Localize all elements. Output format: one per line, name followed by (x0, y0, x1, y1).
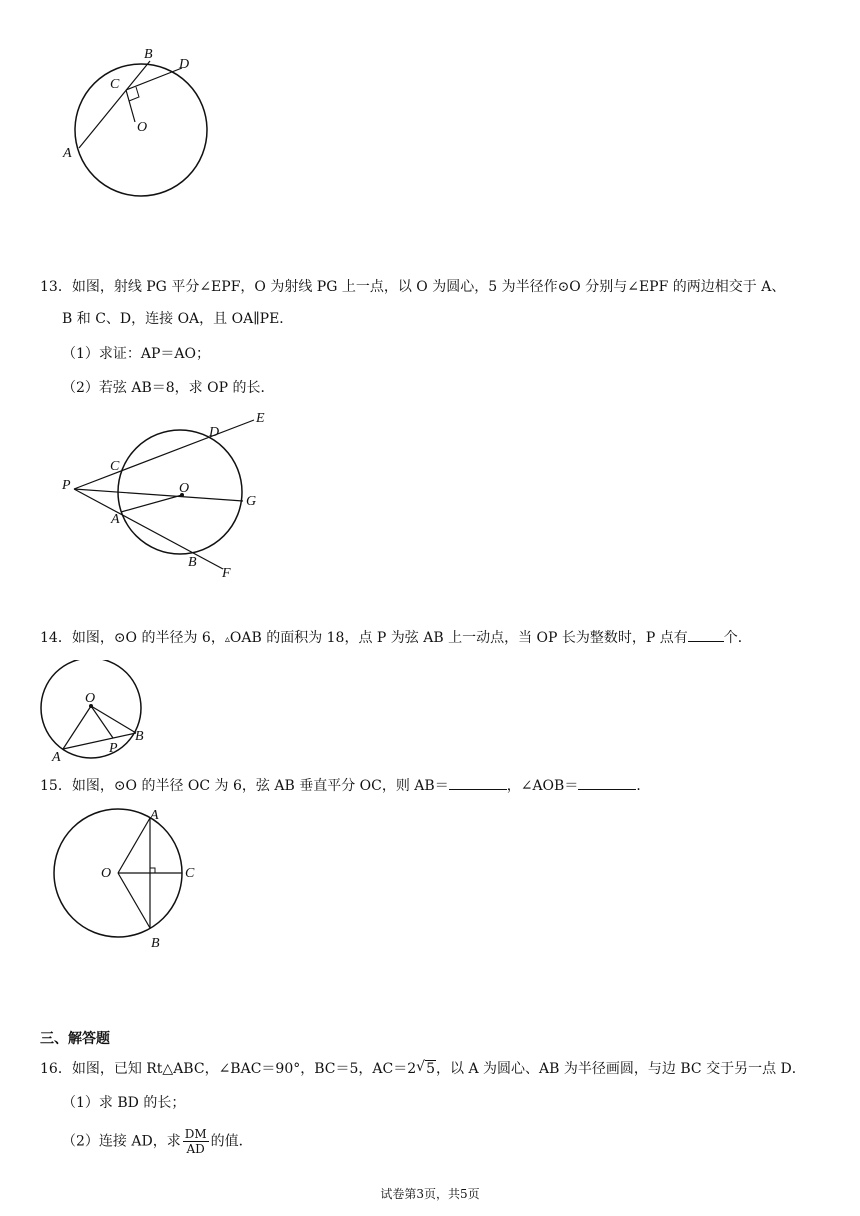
fig12-label-d: D (179, 57, 190, 72)
q16-fraction-numerator: DM (184, 1127, 207, 1141)
q14-text-mid: OAB 的面积为 18，点 P 为弦 AB 上一动点，当 OP 长为整数时，P 点有 (229, 630, 688, 646)
fig15-label-b: B (151, 936, 160, 951)
fig15-segment-oa (118, 818, 150, 873)
figure-q14 (35, 660, 155, 770)
fig15-right-angle (150, 868, 155, 873)
fig13-ray-pf (74, 489, 223, 569)
fig13-label-f: F (222, 566, 231, 581)
q16-sqrt (416, 1059, 436, 1079)
q15-text-after: ． (636, 778, 651, 794)
fig15-label-c: C (185, 866, 195, 881)
q14-answer-blank[interactable] (688, 627, 724, 642)
figure-q13 (55, 405, 285, 585)
q16-text (40, 1059, 806, 1079)
section-3-title: 三、解答题 (40, 1031, 110, 1047)
fig12-label-c: C (110, 77, 120, 92)
page-footer: 试卷第3页，共5页 (380, 1187, 480, 1201)
fig13-label-e: E (256, 411, 265, 426)
q15-angle-blank[interactable] (578, 775, 636, 790)
q13-part2: （2）若弦 AB＝8，求 OP 的长． (62, 380, 275, 396)
fig13-segment-oa (121, 495, 182, 512)
q16-sqrt-radicand: 5 (426, 1061, 436, 1077)
fig15-label-a: A (150, 808, 159, 823)
q13-part1: （1）求证：AP＝AO； (62, 346, 211, 362)
fig13-label-b: B (188, 555, 197, 570)
fig13-label-c: C (110, 459, 120, 474)
fig13-label-a: A (111, 512, 120, 527)
q15-text-before: 15．如图，⊙O 的半径 OC 为 6，弦 AB 垂直平分 OC，则 AB＝ (40, 778, 449, 794)
q15-text (40, 775, 650, 796)
fig13-label-p: P (62, 478, 71, 493)
fig12-segment-oc (126, 90, 135, 122)
q16-part2-before: （2）连接 AD，求 (62, 1133, 181, 1150)
fig14-segment-oa (63, 706, 91, 749)
q13-line1: 13．如图，射线 PG 平分∠EPF，O 为射线 PG 上一点，以 O 为圆心，5 为半径作⊙O 分别与∠EPF 的两边相交于 A、 (40, 279, 786, 295)
fig12-label-a: A (63, 146, 72, 161)
fig13-label-o: O (179, 481, 190, 496)
q16-fraction (183, 1127, 209, 1156)
fig13-label-g: G (246, 494, 257, 509)
fig14-label-p: P (109, 741, 118, 756)
figure-q12 (55, 40, 225, 210)
fig13-label-d: D (209, 425, 220, 440)
fig14-label-o: O (85, 691, 96, 706)
q16-part1: （1）求 BD 的长； (62, 1095, 186, 1111)
fig14-segment-op (91, 706, 113, 738)
fig13-ray-pe (74, 420, 254, 489)
fig14-chord-ab (63, 733, 136, 749)
fig13-ray-pg (74, 489, 243, 501)
fig15-label-o: O (101, 866, 112, 881)
q14-text (40, 627, 752, 650)
q16-text-before: 16．如图，已知 Rt△ABC，∠BAC＝90°，BC＝5，AC＝2 (40, 1061, 417, 1077)
q16-part2-after: 的值． (210, 1133, 253, 1150)
fig14-label-b: B (135, 729, 144, 744)
q16-text-after: ，以 A 为圆心、AB 为半径画圆，与边 BC 交于另一点 D． (436, 1061, 806, 1077)
q14-triangle-symbol: ▵ (224, 634, 230, 645)
fig14-segment-ob (91, 706, 136, 733)
q16-part2 (62, 1127, 253, 1156)
fig12-label-b: B (144, 47, 153, 62)
fig14-label-a: A (52, 750, 61, 765)
q16-fraction-denominator: AD (186, 1142, 205, 1156)
fig12-label-o: O (137, 120, 148, 135)
q13-line2: B 和 C、D，连接 OA，且 OA∥PE． (62, 311, 294, 327)
q15-text-mid: ，∠AOB＝ (506, 778, 579, 794)
fig12-radius-od (126, 68, 182, 90)
q15-ab-blank[interactable] (449, 775, 507, 790)
q14-text-after: 个． (723, 630, 752, 646)
fig12-right-angle (129, 87, 139, 101)
q14-text-before: 14．如图，⊙O 的半径为 6， (40, 630, 225, 646)
figure-q15 (45, 805, 215, 955)
fig15-segment-ob (118, 873, 150, 928)
